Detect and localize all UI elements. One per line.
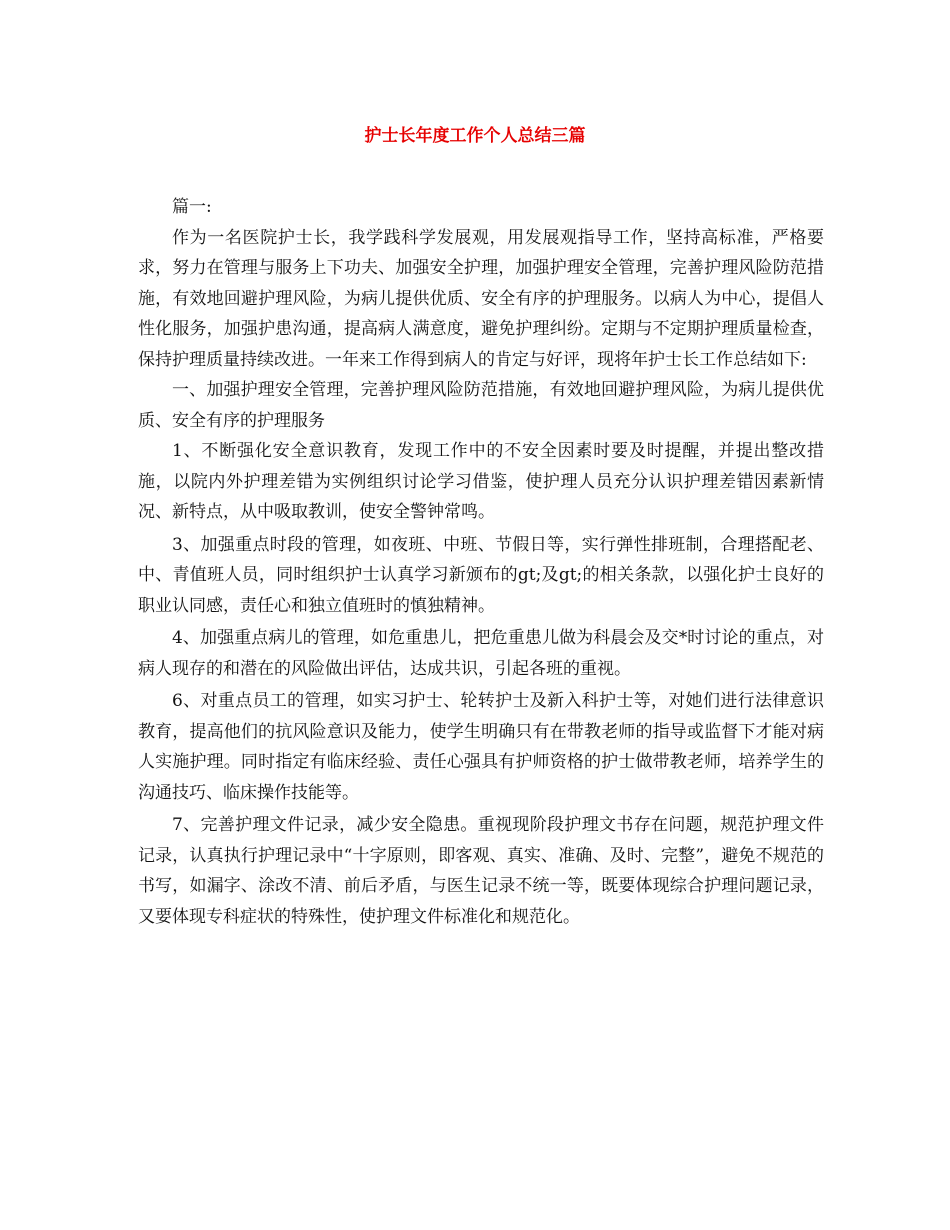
paragraph: 一、加强护理安全管理，完善护理风险防范措施，有效地回避护理风险，为病儿提供优质、安全有序的护理服务 bbox=[138, 380, 824, 431]
paragraph: 4、加强重点病儿的管理，如危重患儿，把危重患儿做为科晨会及交*时讨论的重点，对病人现存的和潜在的风险做出评估，达成共识，引起各班的重视。 bbox=[138, 628, 824, 679]
paragraph: 7、完善护理文件记录，减少安全隐患。重视现阶段护理文书存在问题，规范护理文件记录，认真执行护理记录中“十字原则，即客观、真实、准确、及时、完整”，避免不规范的书写，如漏字、涂改不清、前后矛盾，与医生记录不统一等，既要体现综合护理问题记录，又要体现专科症状的特殊性，使护理文件标准化和规范化。 bbox=[138, 815, 824, 927]
paragraph: 6、对重点员工的管理，如实习护士、轮转护士及新入科护士等，对她们进行法律意识教育，提高他们的抗风险意识及能力，使学生明确只有在带教老师的指导或监督下才能对病人实施护理。同时指定有临床经验、责任心强具有护师资格的护士做带教老师，培养学生的沟通技巧、临床操作技能等。 bbox=[138, 691, 824, 803]
section-heading: 篇一: bbox=[172, 197, 212, 217]
document-title: 护士长年度工作个人总结三篇 bbox=[364, 126, 586, 146]
paragraph: 作为一名医院护士长，我学践科学发展观，用发展观指导工作，坚持高标准，严格要求，努力在管理与服务上下功夫、加强安全护理，加强护理安全管理，完善护理风险防范措施，有效地回避护理风险，为病儿提供优质、安全有序的护理服务。以病人为中心，提倡人性化服务，加强护患沟通，提高病人满意度，避免护理纠纷。定期与不定期护理质量检查，保持护理质量持续改进。一年来工作得到病人的肯定与好评，现将年护士长工作总结如下: bbox=[138, 227, 824, 370]
paragraph: 3、加强重点时段的管理，如夜班、中班、节假日等，实行弹性排班制，合理搭配老、中、青值班人员，同时组织护士认真学习新颁布的gt;及gt;的相关条款，以强化护士良好的职业认同感，责任心和独立值班时的慎独精神。 bbox=[138, 534, 824, 616]
paragraph: 1、不断强化安全意识教育，发现工作中的不安全因素时要及时提醒，并提出整改措施，以院内外护理差错为实例组织讨论学习借鉴，使护理人员充分认识护理差错因素新情况、新特点，从中吸取教训，使安全警钟常鸣。 bbox=[138, 441, 824, 522]
document-body bbox=[138, 192, 824, 932]
